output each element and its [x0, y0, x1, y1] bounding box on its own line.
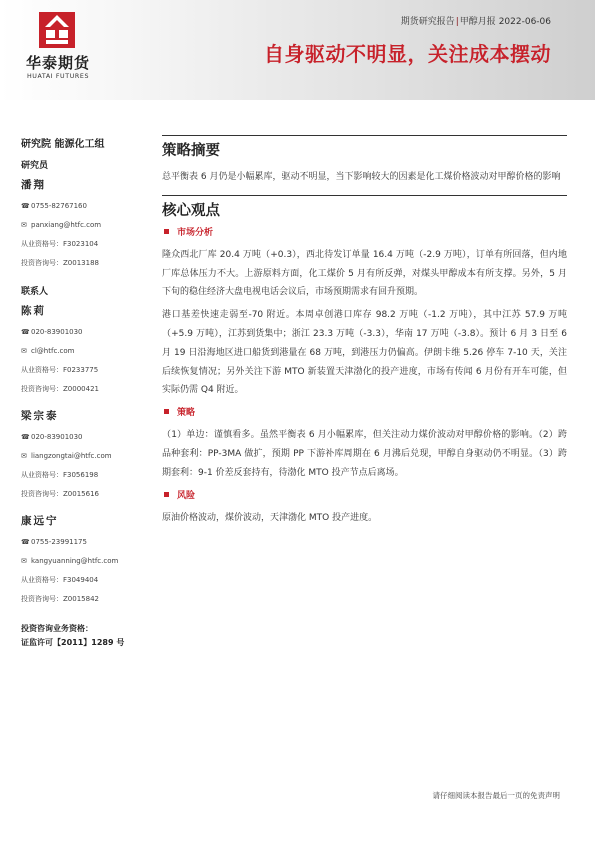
license-line-1: 投资咨询业务资格： [21, 624, 93, 633]
risk-paragraph: 原油价格波动，煤价波动，天津渤化 MTO 投产进度。 [162, 512, 378, 523]
cert-number: 从业资格号：F0233775 [21, 366, 99, 374]
email-line [21, 345, 151, 364]
contact-card [21, 303, 151, 402]
square-bullet-icon [164, 492, 169, 497]
strategy-subheading [164, 406, 567, 420]
institute-name: 研究院 能源化工组 [21, 139, 105, 150]
logo-mark-icon [39, 12, 75, 48]
phone-number: 020-83901030 [31, 433, 83, 441]
square-bullet-icon [164, 409, 169, 414]
report-body [162, 135, 567, 527]
report-header [0, 0, 595, 100]
market-paragraph-2: 港口基差快速走弱至-70 附近。本周卓创港口库存 98.2 万吨（-1.2 万吨），其中江苏 57.9 万吨（+5.9 万吨），江苏到货集中；浙江 23.3 万吨（-3.3），华南 17 万吨（-3.8）。预计 6 月 3 日至 6 月 19 日沿海地区进口船货到港量在 68 万吨，到港压力仍偏高。伊朗卡维 5.26 停车 7-10 天，关注后续恢复情况；另外关注下游 MTO 新装置天津渤化的投产进度，市场有传闻 6 月份有开车可能，但实际仍需 Q4 附近。 [162, 310, 567, 396]
risk-heading-text: 风险 [177, 490, 196, 501]
email-icon: ✉ [21, 452, 27, 460]
invest-number: 投资咨询号：Z0013188 [21, 259, 99, 267]
footer-disclaimer: 请仔细阅读本报告最后一页的免责声明 [432, 791, 560, 800]
license-line-2: 证监许可【2011】1289 号 [21, 638, 125, 647]
email-address[interactable]: liangzongtai@htfc.com [31, 452, 112, 460]
phone-number: 0755-82767160 [31, 202, 87, 210]
email-icon: ✉ [21, 347, 27, 355]
market-subheading [164, 226, 567, 240]
phone-icon: ☎ [21, 202, 30, 210]
company-name-cn: 华泰期货 [25, 54, 90, 72]
risk-subheading [164, 489, 567, 503]
summary-heading: 策略摘要 [162, 135, 567, 160]
researcher-card [21, 177, 151, 276]
company-name-en: HUATAI FUTURES [26, 73, 90, 80]
report-date: 2022-06-06 [498, 17, 551, 27]
cert-number: 从业资格号：F3023104 [21, 240, 99, 248]
company-logo [18, 12, 98, 92]
summary-text: 总平衡表 6 月仍是小幅累库，驱动不明显，当下影响较大的因素是化工煤价格波动对甲醇价格的影响 [162, 172, 561, 182]
report-title: 自身驱动不明显，关注成本摆动 [264, 42, 551, 66]
cert-number: 从业资格号：F3049404 [21, 576, 99, 584]
email-icon: ✉ [21, 557, 27, 565]
invest-number: 投资咨询号：Z0000421 [21, 385, 99, 393]
core-heading: 核心观点 [162, 195, 567, 220]
contact-card [21, 513, 151, 612]
report-meta: 期货研究报告|甲醇月报 2022-06-06 [400, 17, 551, 27]
market-heading-text: 市场分析 [177, 227, 214, 238]
phone-icon: ☎ [21, 433, 30, 441]
person-name: 潘翔 [21, 179, 46, 191]
email-line [21, 555, 151, 574]
author-sidebar [21, 135, 151, 650]
invest-number: 投资咨询号：Z0015842 [21, 595, 99, 603]
phone-number: 020-83901030 [31, 328, 83, 336]
person-name: 康远宁 [21, 515, 59, 527]
person-name: 梁宗泰 [21, 410, 59, 422]
license-info [21, 622, 151, 650]
researcher-title: 研究员 [21, 161, 49, 171]
market-paragraph-1: 隆众西北厂库 20.4 万吨（+0.3），西北待发订单量 16.4 万吨（-2.9 万吨），订单有所回落，但内地厂库总体压力不大。上游原料方面，化工煤价 5 月有所反弹，对煤头甲醇成本有所支撑。另外，5 月下旬的稳住经济大盘电视电话会议后，市场预期需求有回升预期。 [162, 249, 567, 298]
email-address[interactable]: kangyuanning@htfc.com [31, 557, 119, 565]
phone-number: 0755-23991175 [31, 538, 87, 546]
email-line [21, 450, 151, 469]
report-type: 期货研究报告 [400, 17, 455, 27]
phone-line [21, 431, 151, 450]
strategy-paragraph: （1）单边：谨慎看多。虽然平衡表 6 月小幅累库，但关注动力煤价波动对甲醇价格的影响。（2）跨品种套利：PP-3MA 做扩，预期 PP 下游补库周期在 6 月沸后兑现，甲醇自身驱动仍不明显。（3）跨期套利：9-1 价差反套持有，待渤化 MTO 投产节点后离场。 [162, 430, 567, 478]
report-name: 甲醇月报 [459, 17, 496, 27]
phone-line [21, 536, 151, 555]
email-line [21, 219, 151, 238]
phone-icon: ☎ [21, 538, 30, 546]
strategy-heading-text: 策略 [177, 408, 196, 419]
invest-number: 投资咨询号：Z0015616 [21, 490, 99, 498]
phone-line [21, 200, 151, 219]
person-name: 陈莉 [21, 305, 46, 317]
contact-title: 联系人 [21, 287, 49, 297]
phone-line [21, 326, 151, 345]
contact-card [21, 408, 151, 507]
phone-icon: ☎ [21, 328, 30, 336]
email-address[interactable]: cl@htfc.com [31, 347, 75, 355]
square-bullet-icon [164, 229, 169, 234]
email-icon: ✉ [21, 221, 27, 229]
email-address[interactable]: panxiang@htfc.com [31, 221, 102, 229]
cert-number: 从业资格号：F3056198 [21, 471, 99, 479]
